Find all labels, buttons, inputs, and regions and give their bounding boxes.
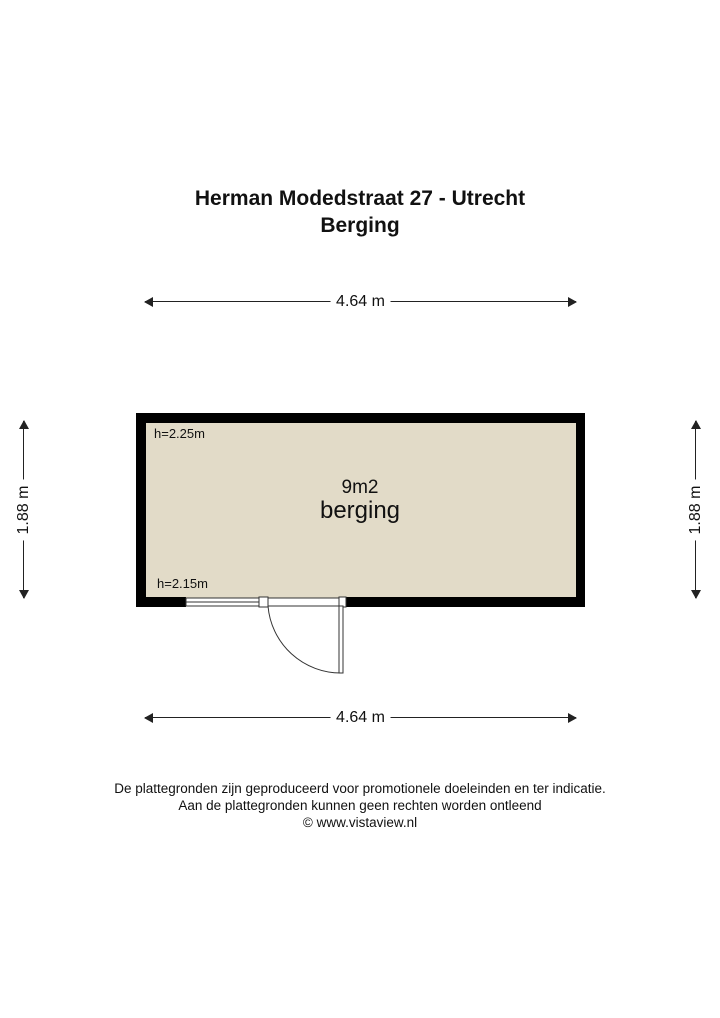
door-swing-arc <box>268 606 341 673</box>
door-leaf <box>339 606 343 673</box>
disclaimer-line-2: Aan de plattegronden kunnen geen rechten worden ontleend <box>178 798 542 813</box>
room-name: berging <box>319 497 401 524</box>
door-opening <box>268 598 339 606</box>
dimension-right-label: 1.88 m <box>686 479 706 540</box>
wall-top <box>136 413 585 423</box>
disclaimer-line-1: De plattegronden zijn geproduceerd voor promotionele doeleinden en ter indicatie. <box>114 781 606 796</box>
door <box>268 606 343 673</box>
dimension-top-label: 4.64 m <box>330 292 391 312</box>
ceiling-height-top: h=2.25m <box>154 426 205 441</box>
wall-bottom-left <box>136 597 186 607</box>
dimension-bottom-label: 4.64 m <box>330 708 391 728</box>
page-title: Herman Modedstraat 27 - Utrecht <box>194 187 526 210</box>
copyright-notice: © www.vistaview.nl <box>302 815 418 830</box>
wall-bottom-right <box>346 597 585 607</box>
room-area: 9m2 <box>341 477 379 498</box>
page-subtitle: Berging <box>320 214 400 237</box>
dimension-left-label: 1.88 m <box>14 479 34 540</box>
window <box>186 598 259 606</box>
ceiling-height-bottom: h=2.15m <box>157 576 208 591</box>
door-jamb-left <box>259 597 268 607</box>
